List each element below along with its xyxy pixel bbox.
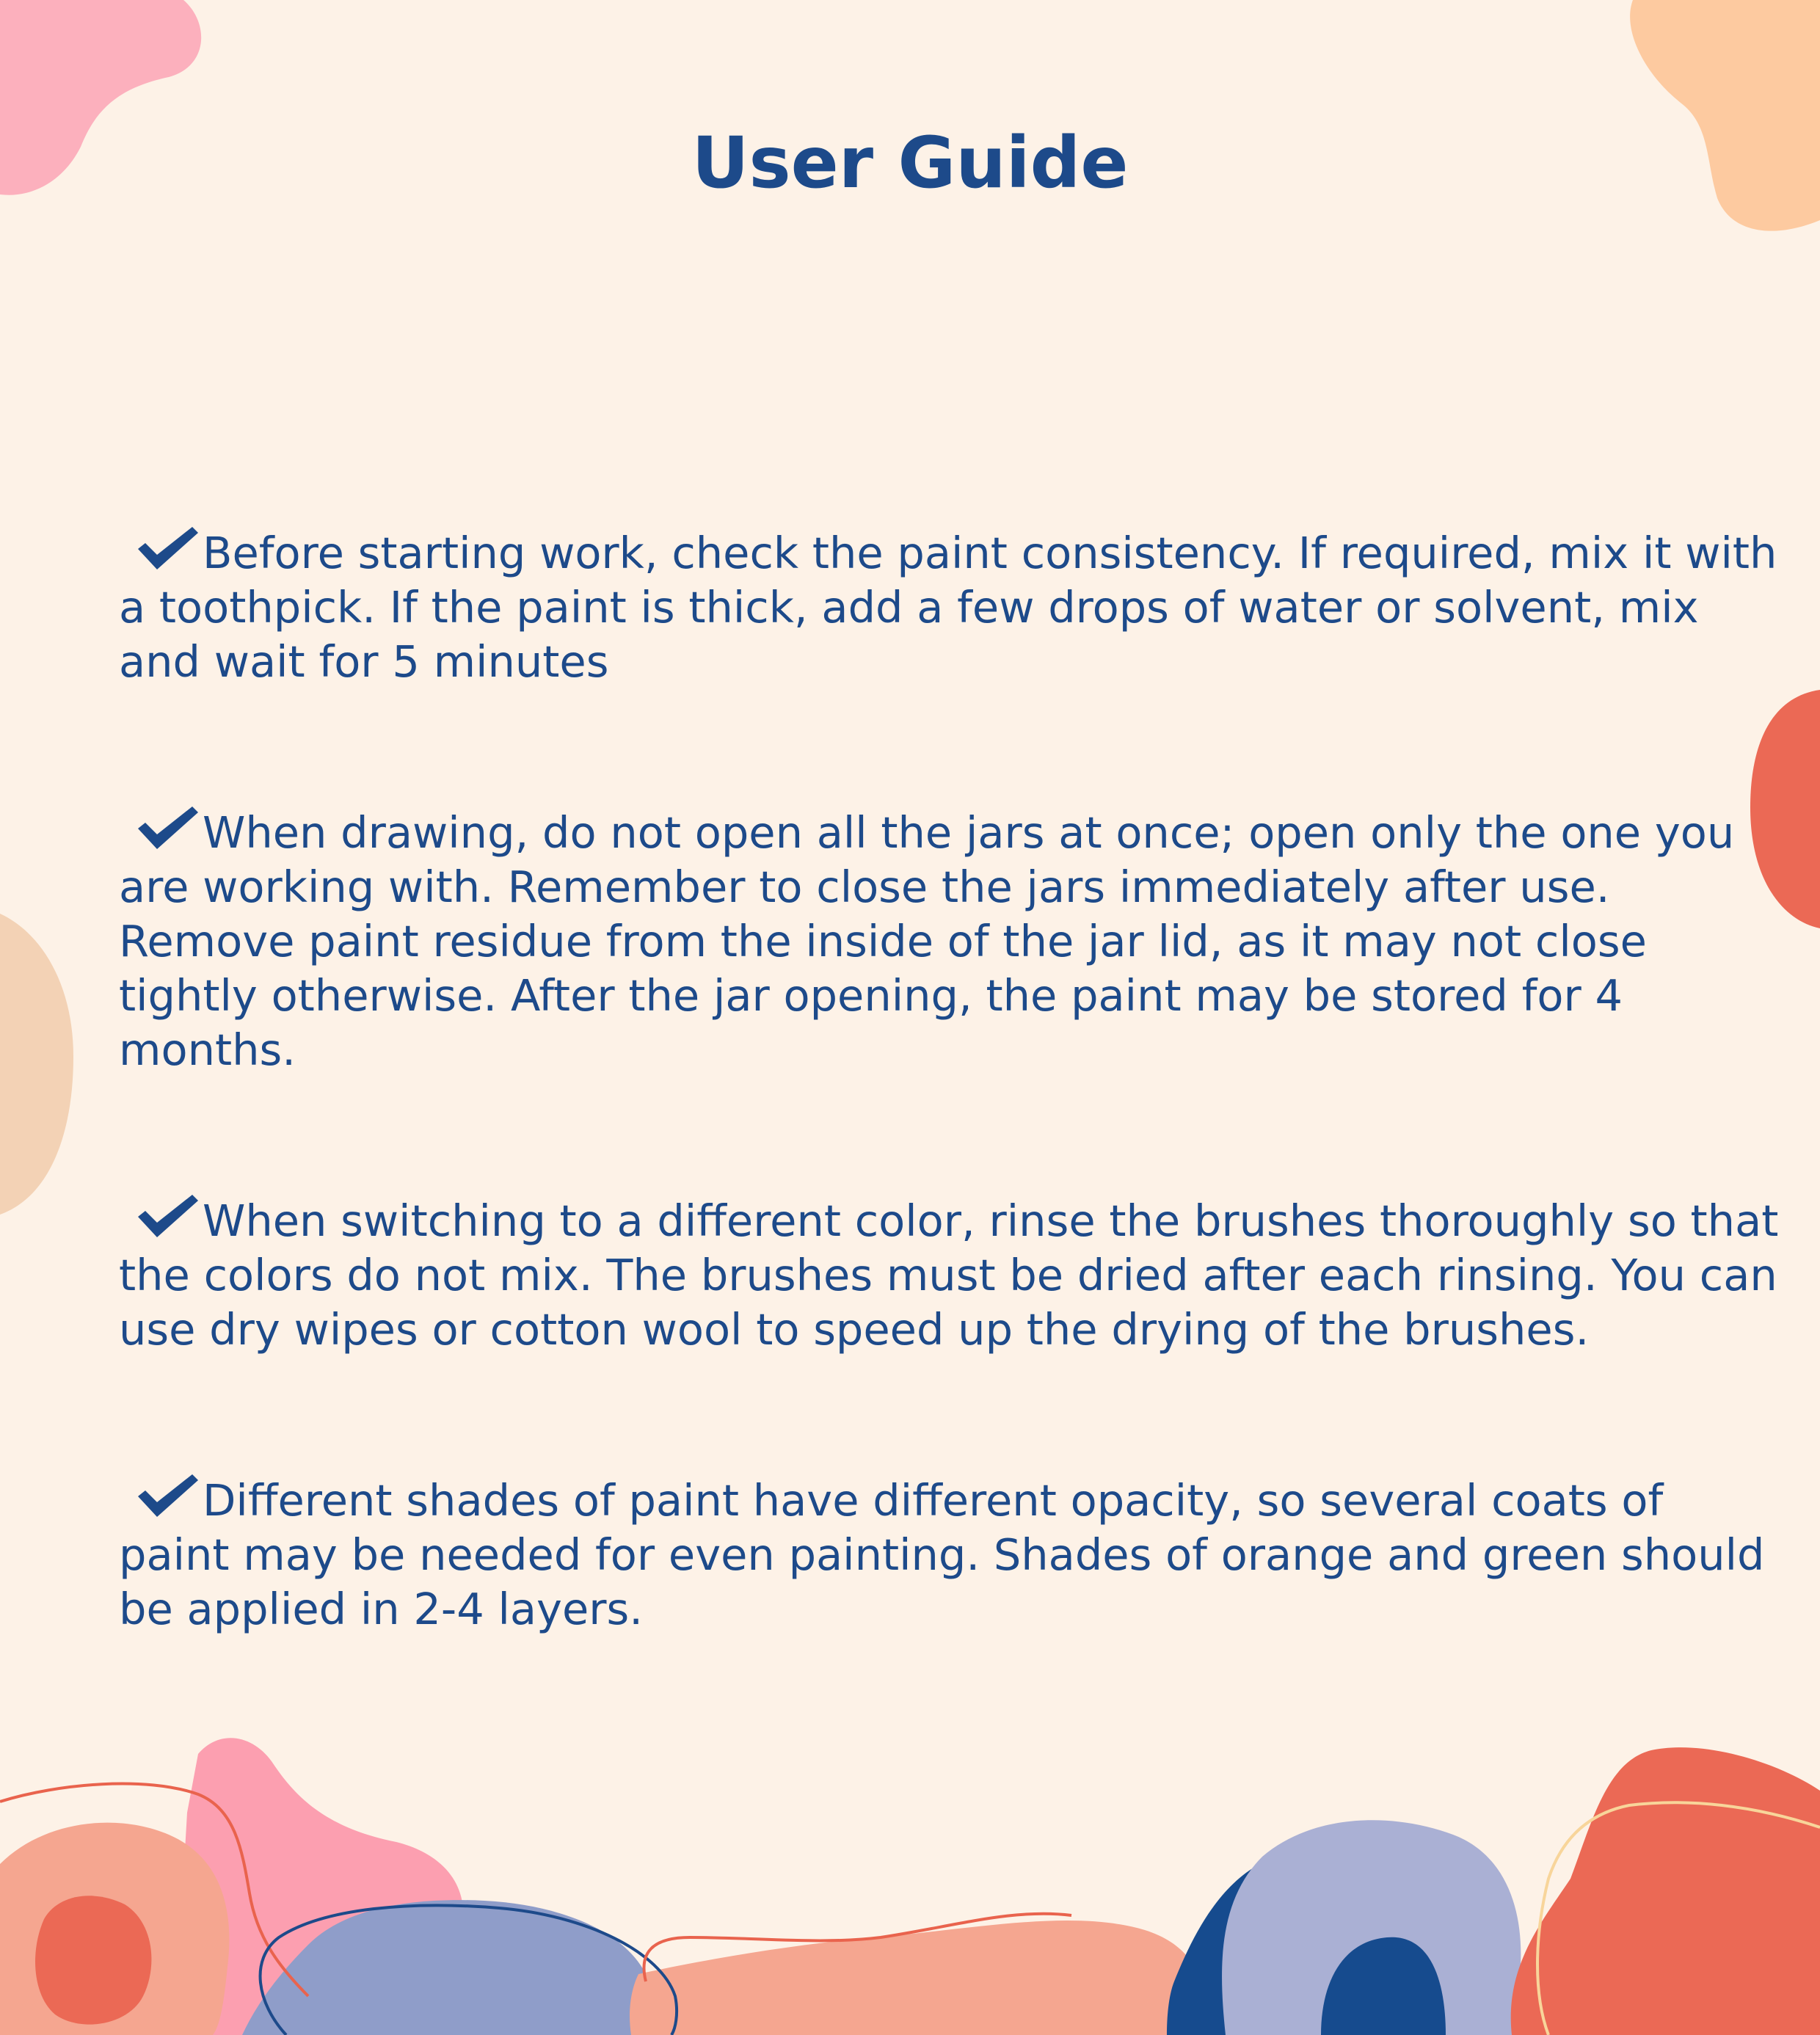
check-icon (135, 524, 200, 572)
guide-list (119, 470, 1785, 1697)
guide-item-consistency (119, 470, 1785, 689)
guide-item-text: When switching to a different color, rinse the brushes thoroughly so that the colors do not mix. The brushes must be dried after each rinsing. You can use dry wipes or cotton wool to speed up the drying of the brushes. (119, 1195, 1779, 1355)
guide-item-text: When drawing, do not open all the jars at once; open only the one you are working with. Remember to close the jars immediately after use. Remove paint residue from the inside of the jar lid, as it may not close tightly otherwise. After the jar opening, the paint may be stored for 4 months. (119, 807, 1735, 1075)
navy-blob-bottom (1167, 1849, 1366, 2035)
periwinkle-blob-bottom (242, 1900, 651, 2035)
salmon-blob-bottom-left (0, 1823, 229, 2035)
coral-line-center (644, 1914, 1072, 1981)
guide-item-text: Different shades of paint have different opacity, so several coats of paint may be needed for even painting. Shades of orange and green should be applied in 2-4 layers. (119, 1475, 1765, 1634)
guide-item-opacity (119, 1417, 1785, 1637)
coral-blob-bottom-left (35, 1896, 151, 2024)
pink-blob-bottom (182, 1738, 463, 2035)
check-icon (135, 804, 200, 852)
check-icon (135, 1471, 200, 1520)
guide-item-brushes (119, 1137, 1785, 1357)
salmon-blob-bottom-center (630, 1921, 1203, 2035)
guide-item-jars (119, 749, 1785, 1077)
coral-blob-bottom-right (1511, 1747, 1820, 2035)
navy-line-loop (261, 1905, 677, 2035)
check-icon (135, 1192, 200, 1240)
guide-item-text: Before starting work, check the paint consistency. If required, mix it with a toothpick. If the paint is thick, add a few drops of water or solvent, mix and wait for 5 minutes (119, 528, 1777, 687)
lavender-blob-bottom (1222, 1820, 1521, 2035)
coral-line-left (0, 1784, 308, 1996)
navy-arch-bottom (1321, 1937, 1446, 2035)
sand-blob-left (0, 914, 73, 1215)
cream-line-right (1537, 1802, 1820, 2035)
page-title: User Guide (691, 122, 1129, 204)
